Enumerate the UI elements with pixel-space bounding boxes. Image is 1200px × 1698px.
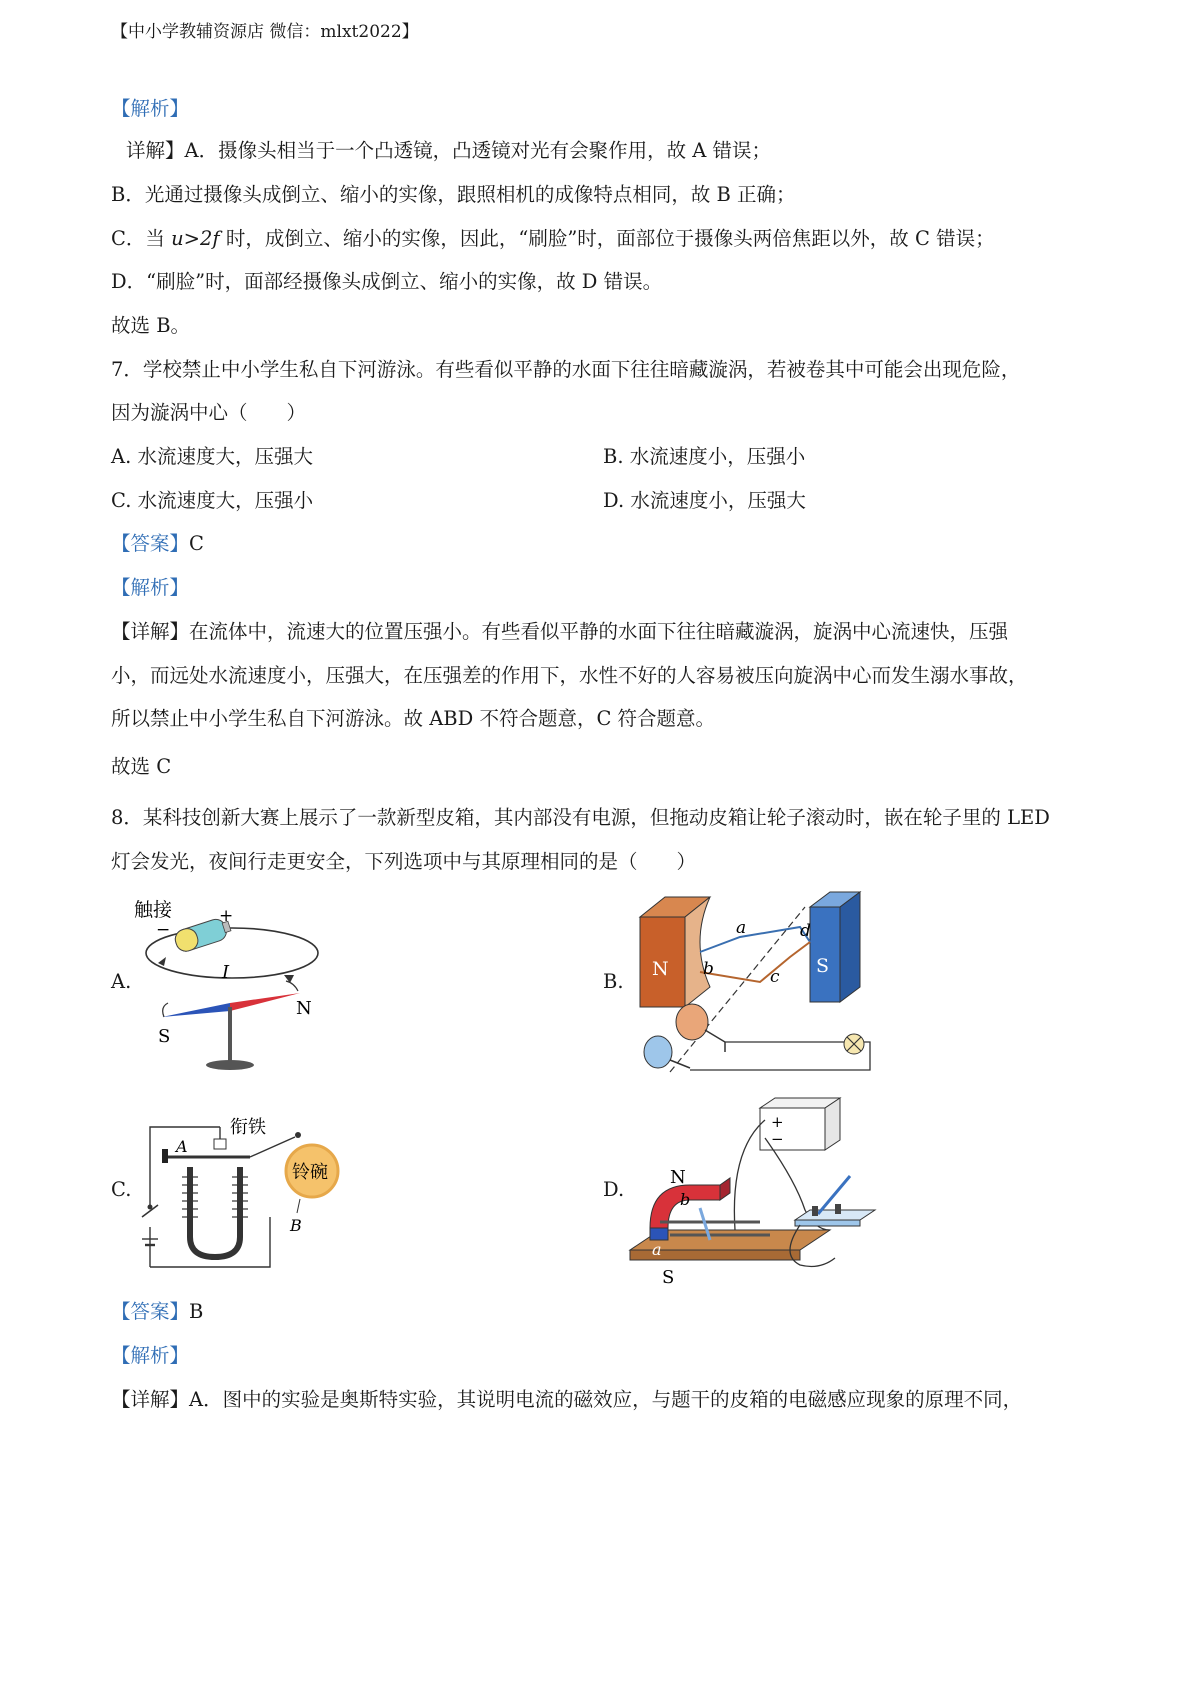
switch-post <box>835 1204 841 1214</box>
q6-detail-b: B．光通过摄像头成倒立、缩小的实像，跟照相机的成像特点相同，故 B 正确； <box>111 183 796 206</box>
horseshoe-magnet-south <box>650 1228 668 1240</box>
supply-minus: − <box>771 1130 784 1148</box>
supply-plus: + <box>771 1113 784 1131</box>
contact-label-a: A <box>176 1137 188 1156</box>
q8-figure-d-label: D. <box>603 1178 625 1201</box>
q6-detail-c-post: 时，成倒立、缩小的实像，因此，“刷脸”时，面部位于摄像头两倍焦距以外，故 C 错误； <box>219 227 995 250</box>
q6-detail-a: 详解】A．摄像头相当于一个凸透镜，凸透镜对光有会聚作用，故 A 错误； <box>126 139 772 162</box>
q8-figure-a <box>134 895 340 1075</box>
q7-analysis-tag: 【解析】 <box>111 576 190 599</box>
q6-analysis-tag: 【解析】 <box>111 97 190 120</box>
page-header: 【中小学教辅资源店 微信：mlxt2022】 <box>111 22 419 42</box>
magnet-south-label: S <box>662 1267 675 1288</box>
q8-figure-b <box>630 882 890 1082</box>
q8-stem-line1: 8．某科技创新大赛上展示了一款新型皮箱，其内部没有电源，但拖动皮箱让轮子滚动时，嵌在轮子里的 LED <box>111 806 1050 829</box>
bell-label: 铃碗 <box>292 1162 328 1183</box>
q7-conclusion: 故选 C <box>111 755 172 778</box>
compass-south: S <box>158 1026 171 1047</box>
switch-pivot <box>148 1205 153 1210</box>
q8-analysis-tag: 【解析】 <box>111 1344 190 1367</box>
coil-label-b: b <box>703 959 714 979</box>
brush <box>670 1060 690 1068</box>
rotation-arrow-icon <box>286 981 298 991</box>
q6-detail-c <box>111 225 995 253</box>
q8-detail-line1 <box>111 1386 1022 1414</box>
wire-loop <box>146 928 318 978</box>
q7-stem-line2: 因为漩涡中心（ ） <box>111 401 307 424</box>
battery-plus: + <box>219 906 234 926</box>
magnet-s-side <box>840 892 860 1002</box>
rotation-arrow-icon <box>163 1003 168 1017</box>
q7-option-c: C. 水流速度大，压强小 <box>111 489 314 512</box>
q7-option-a: A. 水流速度大，压强大 <box>111 445 313 468</box>
brush <box>705 1030 725 1052</box>
q7-option-b: B. 水流速度小，压强小 <box>603 445 806 468</box>
coil-label-a: a <box>736 918 747 938</box>
armature <box>214 1139 226 1149</box>
arrow-icon <box>158 957 166 966</box>
stand-base <box>206 1060 254 1070</box>
coil-wire <box>700 942 810 982</box>
q7-answer-value: C <box>189 532 204 555</box>
q8-stem-line2: 灯会发光，夜间行走更安全，下列选项中与其原理相同的是（ ） <box>111 850 697 873</box>
q8-answer-value: B <box>189 1300 204 1323</box>
q6-detail-c-math: u>2f <box>171 227 220 250</box>
current-label: I <box>222 962 230 983</box>
q8-figure-c-label: C. <box>111 1178 132 1201</box>
bell-label-b: B <box>290 1216 302 1235</box>
circuit-wire <box>690 1042 870 1070</box>
q7-detail-line2: 小，而远处水流速度小，压强大，在压强差的作用下，水性不好的人容易被压向旋涡中心而发生溺水事故， <box>111 664 1028 687</box>
magnet-s-label: S <box>816 955 830 977</box>
contact-label: 触接 <box>134 899 173 921</box>
q7-stem-line1: 7．学校禁止中小学生私自下河游泳。有些看似平静的水面下往往暗藏漩涡，若被卷其中可能会出现危险， <box>111 358 1021 381</box>
q8-answer-tag: 【答案】 <box>111 1300 190 1323</box>
q7-detail-line3: 所以禁止中小学生私自下河游泳。故 ABD 不符合题意，C 符合题意。 <box>111 707 716 730</box>
q8-figure-b-label: B. <box>603 970 624 993</box>
knife-switch-icon[interactable] <box>818 1176 850 1214</box>
q7-answer-tag: 【答案】 <box>111 532 190 555</box>
slip-ring <box>644 1036 672 1068</box>
q6-conclusion: 故选 B。 <box>111 314 191 337</box>
slip-ring <box>676 1004 708 1040</box>
q7-answer <box>111 530 204 558</box>
hammer <box>295 1132 301 1138</box>
u-core <box>190 1167 240 1257</box>
q7-detail-tag: 【详解】 <box>111 620 190 643</box>
needle-south <box>162 1003 230 1017</box>
battery-minus: − <box>156 920 171 940</box>
magnet-n-label: N <box>652 958 669 980</box>
coil-wire <box>700 927 810 952</box>
compass-north: N <box>296 998 312 1019</box>
q6-detail-d: D．“刷脸”时，面部经摄像头成倒立、缩小的实像，故 D 错误。 <box>111 270 663 293</box>
q7-detail-text1: 在流体中，流速大的位置压强小。有些看似平静的水面下往往暗藏漩涡，旋涡中心流速快，压强 <box>189 620 1009 643</box>
rod-label-b: b <box>680 1190 691 1209</box>
coil-label-d: d <box>800 921 811 941</box>
q8-figure-c <box>140 1107 360 1277</box>
q8-detail-text1: A．图中的实验是奥斯特实验，其说明电流的磁效应，与题干的皮箱的电磁感应现象的原理不同， <box>189 1388 1023 1411</box>
contact-screw <box>162 1149 168 1163</box>
q6-detail-c-pre: C．当 <box>111 227 172 250</box>
needle-north <box>230 993 300 1011</box>
coil-label-c: c <box>770 967 780 987</box>
q8-figure-d <box>630 1090 910 1300</box>
q7-option-d: D. 水流速度小，压强大 <box>603 489 806 512</box>
q7-detail-line1 <box>111 618 1008 646</box>
rod-label-a: a <box>652 1240 662 1259</box>
q8-detail-tag: 【详解】 <box>111 1388 190 1411</box>
armature-label: 衔铁 <box>230 1117 266 1138</box>
magnet-n-face <box>685 897 710 1007</box>
magnet-north-label: N <box>670 1167 686 1188</box>
switch-base <box>795 1220 860 1226</box>
switch-post <box>812 1206 818 1216</box>
q8-answer <box>111 1298 203 1326</box>
bell-pointer <box>297 1199 300 1213</box>
hammer-arm <box>250 1137 295 1157</box>
q8-figure-a-label: A. <box>111 970 132 993</box>
magnet-end <box>720 1178 730 1200</box>
